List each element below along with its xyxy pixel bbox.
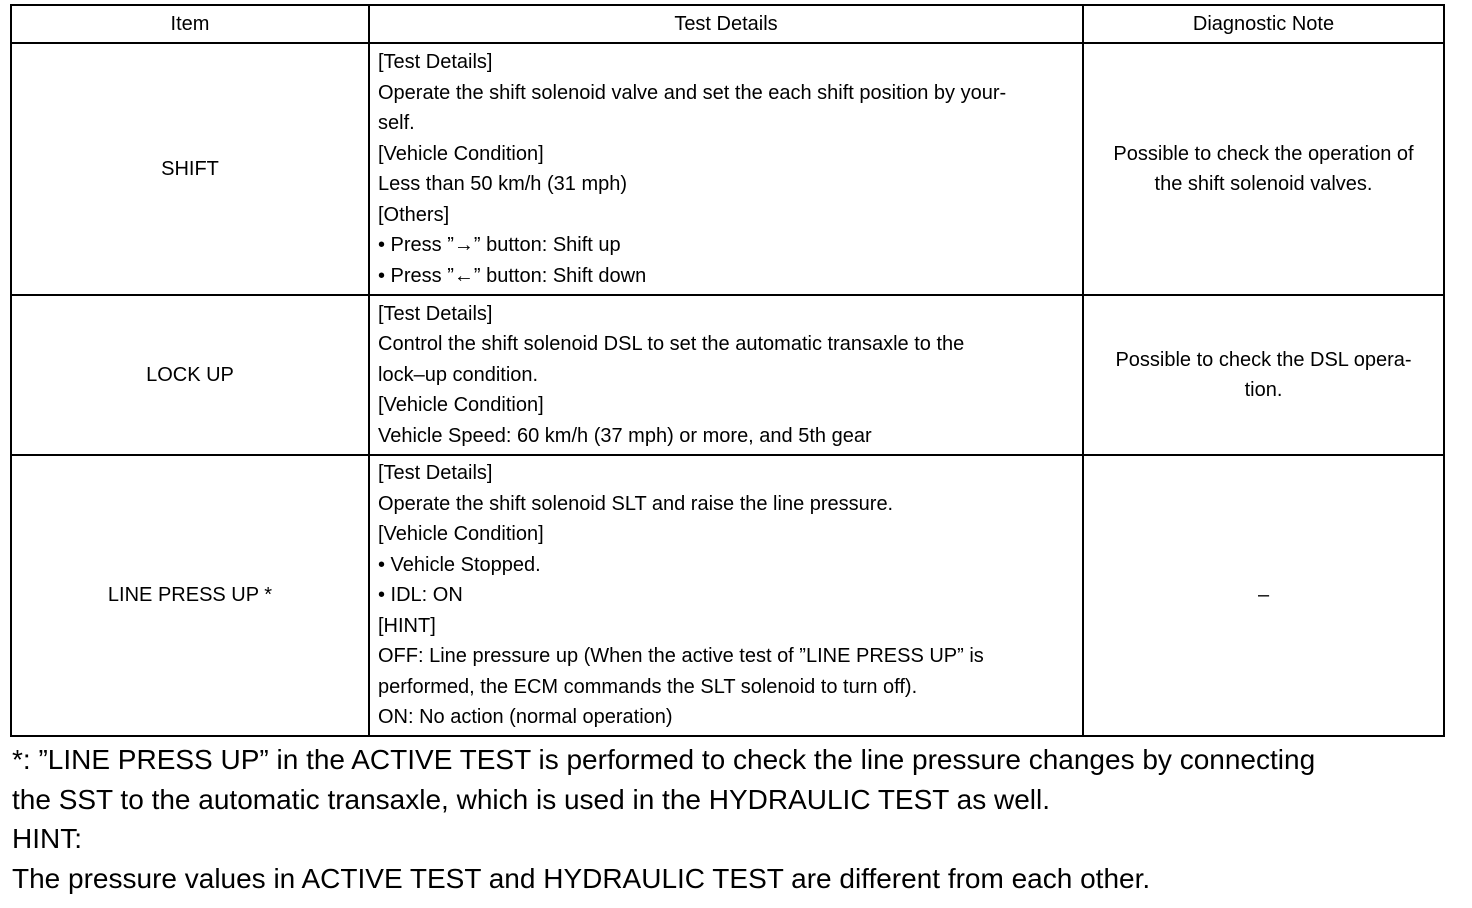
details-line: [Vehicle Condition] <box>378 142 544 165</box>
details-line: Less than 50 km/h (31 mph) <box>378 173 628 195</box>
table-row-line-press-up <box>11 455 1444 736</box>
details-line: • Press ”→” button: Shift up <box>378 234 621 256</box>
footnote-block <box>12 740 1315 898</box>
note-line: the shift solenoid valves. <box>1154 173 1373 195</box>
note-line: – <box>1257 584 1270 606</box>
footnote-line: the SST to the automatic transaxle, which is used in the HYDRAULIC TEST as well. <box>12 783 1051 815</box>
header-test-details: Test Details <box>369 5 1083 43</box>
details-line: [Test Details] <box>378 462 493 484</box>
details-line: [Vehicle Condition] <box>378 394 544 417</box>
footnote-line: *: ”LINE PRESS UP” in the ACTIVE TEST is performed to check the line pressure changes by connecting <box>12 744 1316 775</box>
note-cell <box>1083 455 1444 736</box>
details-line: Vehicle Speed: 60 km/h (37 mph) or more, and 5th gear <box>378 424 872 447</box>
hint-label: HINT: <box>12 823 82 854</box>
details-cell <box>369 455 1083 736</box>
details-line: Operate the shift solenoid valve and set the each shift position by your- <box>378 81 1007 104</box>
details-cell <box>369 43 1083 295</box>
details-line: performed, the ECM commands the SLT solenoid to turn off). <box>378 675 918 698</box>
table-row-lock-up <box>11 295 1444 455</box>
header-diagnostic-note: Diagnostic Note <box>1083 5 1444 43</box>
details-line: [HINT] <box>378 614 436 637</box>
note-line: tion. <box>1244 379 1283 401</box>
details-line: [Test Details] <box>378 302 493 325</box>
header-row <box>11 5 1444 43</box>
details-line: [Others] <box>378 203 450 226</box>
table-row-shift <box>11 43 1444 295</box>
details-line: [Test Details] <box>378 51 493 73</box>
item-cell: LOCK UP <box>11 295 369 455</box>
details-line: Control the shift solenoid DSL to set the automatic transaxle to the <box>378 333 965 356</box>
header-item: Item <box>11 5 369 43</box>
details-line: OFF: Line pressure up (When the active test of ”LINE PRESS UP” is <box>378 645 984 667</box>
details-line: [Vehicle Condition] <box>378 523 544 545</box>
details-cell <box>369 295 1083 455</box>
active-test-table <box>10 4 1445 737</box>
details-line: self. <box>378 112 415 134</box>
details-line: • IDL: ON <box>378 584 463 606</box>
details-line: • Press ”←” button: Shift down <box>378 264 647 287</box>
note-line: Possible to check the DSL opera- <box>1115 348 1412 371</box>
details-line: lock–up condition. <box>378 363 539 386</box>
details-line: • Vehicle Stopped. <box>378 553 541 576</box>
details-line: ON: No action (normal operation) <box>378 706 673 728</box>
note-cell <box>1083 295 1444 455</box>
note-cell <box>1083 43 1444 295</box>
details-line: Operate the shift solenoid SLT and raise the line pressure. <box>378 492 894 515</box>
note-line: Possible to check the operation of <box>1113 142 1414 165</box>
item-cell: LINE PRESS UP * <box>11 455 369 736</box>
item-cell: SHIFT <box>11 43 369 295</box>
hint-text: The pressure values in ACTIVE TEST and HYDRAULIC TEST are different from each other. <box>12 862 1151 894</box>
